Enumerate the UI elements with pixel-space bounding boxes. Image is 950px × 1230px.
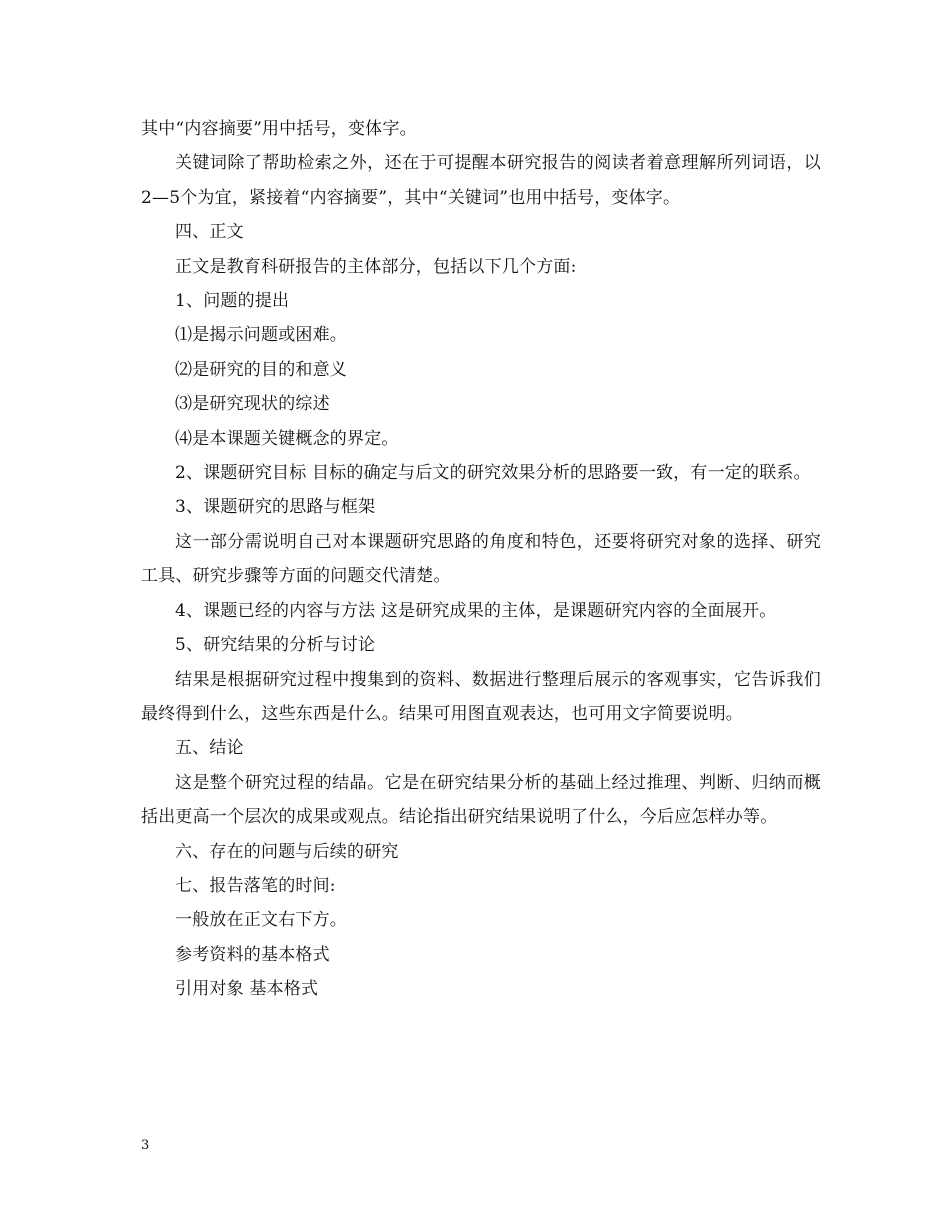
subheading-problem-statement: 1、问题的提出: [175, 291, 290, 312]
paragraph-research-content-method: 4、课题已经的内容与方法 这是研究成果的主体，是课题研究内容的全面展开。: [175, 600, 777, 621]
list-item-problem-2: ⑵是研究的目的和意义: [175, 359, 347, 380]
paragraph-research-framework: 这一部分需说明自己对本课题研究思路的角度和特色，还要将研究对象的选择、研究工具、研究步骤等方面的问题交代清楚。: [141, 531, 821, 587]
document-body: [141, 112, 821, 1007]
page-number: 3: [141, 1138, 150, 1153]
paragraph-abstract-format: 其中“内容摘要”用中括号，变体字。: [141, 119, 417, 139]
paragraph-report-date-position: 一般放在正文右下方。: [175, 910, 347, 931]
heading-conclusion: 五、结论: [175, 738, 244, 759]
heading-issues-future-research: 六、存在的问题与后续的研究: [175, 841, 399, 862]
subheading-research-framework: 3、课题研究的思路与框架: [175, 497, 376, 518]
paragraph-citation-format: 引用对象 基本格式: [175, 979, 319, 1000]
paragraph-main-text-intro: 正文是教育科研报告的主体部分，包括以下几个方面:: [175, 256, 577, 277]
subheading-result-analysis: 5、研究结果的分析与讨论: [175, 635, 376, 656]
paragraph-keywords: 关键词除了帮助检索之外，还在于可提醒本研究报告的阅读者着意理解所列词语，以2—5个为宜，紧接着“内容摘要”，其中“关键词”也用中括号，变体字。: [141, 153, 821, 208]
paragraph-result-analysis: 结果是根据研究过程中搜集到的资料、数据进行整理后展示的客观事实，它告诉我们最终得到什么，这些东西是什么。结果可用图直观表达，也可用文字简要说明。: [141, 669, 821, 724]
paragraph-research-goal: 2、课题研究目标 目标的确定与后文的研究效果分析的思路要一致，有一定的联系。: [175, 463, 811, 484]
heading-main-text: 四、正文: [175, 222, 244, 243]
list-item-problem-3: ⑶是研究现状的综述: [175, 394, 330, 415]
list-item-problem-4: ⑷是本课题关键概念的界定。: [175, 428, 399, 449]
paragraph-conclusion: 这是整个研究过程的结晶。它是在研究结果分析的基础上经过推理、判断、归纳而概括出更高一个层次的成果或观点。结论指出研究结果说明了什么，今后应怎样办等。: [141, 772, 821, 828]
paragraph-reference-format: 参考资料的基本格式: [175, 944, 330, 965]
list-item-problem-1: ⑴是揭示问题或困难。: [175, 325, 347, 346]
heading-report-date: 七、报告落笔的时间:: [175, 875, 336, 896]
